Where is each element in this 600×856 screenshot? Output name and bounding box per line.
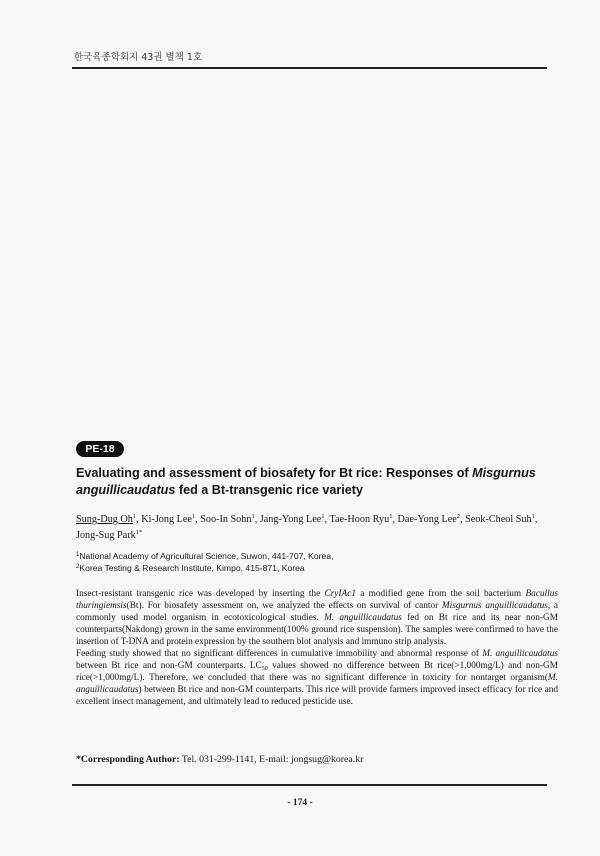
abstract-paragraph-1 — [76, 589, 558, 649]
header-rule — [72, 67, 547, 69]
author-separator: , — [195, 514, 201, 525]
author-separator: , — [324, 514, 330, 525]
affiliation-line — [76, 562, 546, 574]
author-affiliation-mark: 1 — [251, 513, 255, 520]
italic-term: CryIAc1 — [324, 589, 356, 599]
abstract-paragraph-2 — [76, 649, 558, 709]
author-separator: , — [254, 514, 260, 525]
author-name: Jong-Sug Park — [76, 530, 136, 541]
author-separator: , — [534, 514, 538, 525]
affiliation-line — [76, 550, 546, 562]
corresponding-details: Tel. 031-299-1141, E-mail: jongsug@korea.kr — [179, 754, 364, 765]
author-name: Jang-Yong Lee — [259, 514, 322, 525]
author-affiliation-mark: 1 — [132, 513, 137, 520]
title-text-after: fed a Bt-transgenic rice variety — [175, 483, 363, 497]
italic-term: M. anguillicaudatus — [324, 612, 402, 623]
affiliation-mark: 1 — [76, 552, 80, 558]
abstract-text: a modified gene from the soil bacterium — [355, 589, 526, 599]
abstract-text: Insect-resistant transgenic rice was developed by inserting the — [76, 589, 325, 599]
abstract-text: (Bt). For biosafety assessment on, we analyzed the effects on survival of cantor — [126, 600, 442, 611]
abstract-id-badge: PE-18 — [76, 441, 124, 457]
author-name: Tae-Hoon Ryu — [329, 514, 390, 525]
author-name: Dae-Yong Lee — [397, 514, 457, 525]
author-affiliation-mark: 2 — [456, 513, 461, 520]
abstract-text: values showed no difference between Bt rice(>1,000mg/L) and non-GM rice(>1,000mg/L). Therefore, we concluded that there was no significant difference in toxicity for nontarget organism( — [76, 660, 558, 683]
abstract-text: ) between Bt rice and non-GM counterparts. This rice will provide farmers improved insect efficacy for rice and excellent insect management, and ultimately lead to reduced pesticide use. — [76, 684, 558, 707]
abstract-body — [76, 589, 558, 709]
paper-title — [76, 465, 556, 499]
author-affiliation-mark: 1 — [389, 513, 393, 520]
title-species: Misgurnus anguillicaudatus — [76, 466, 536, 497]
author-name: Seok-Cheol Suh — [465, 514, 532, 525]
author-affiliation-mark: 1 — [191, 513, 196, 520]
affiliation-list — [76, 550, 546, 574]
title-text-before: Evaluating and assessment of biosafety for Bt rice: Responses of — [76, 466, 473, 480]
italic-term: Bacullus thuringiemsis — [76, 589, 558, 611]
author-list — [76, 512, 560, 544]
author-name: Soo-In Sohn — [200, 514, 252, 525]
author-affiliation-mark: 1 — [531, 513, 535, 520]
author-separator: , — [136, 514, 142, 525]
author-name: Sung-Dug Oh — [76, 514, 133, 525]
italic-term: M. anguillicaudatus — [76, 672, 558, 695]
abstract-text: fed on Bt rice and its near non-GM counterparts(Nakdong) grown in the same environment(100% ground rice suspension). The samples were confirmed to have the insertion of T-DNA and protein expression by the southern blot analysis and immuno strip analysis. — [76, 612, 559, 647]
subscript: 50 — [261, 665, 268, 672]
author-affiliation-mark: 1 — [321, 513, 325, 520]
affiliation-text: National Academy of Agricultural Science, Suwon, 441-707, Korea, — [79, 551, 334, 561]
affiliation-mark: 2 — [76, 564, 80, 570]
page-number: - 174 - — [287, 798, 313, 808]
abstract-text: a commonly used model organism in ecotoxicological studies. — [76, 600, 559, 623]
affiliation-text: Korea Testing & Research Institute, Kimpo, 415-871, Korea — [79, 563, 305, 573]
abstract-text: between Bt rice and non-GM counterparts. LC — [76, 660, 262, 671]
author-separator: , — [460, 514, 466, 525]
italic-term: M. anguillicaudatus — [482, 648, 559, 659]
italic-term: Misgurnus anguillicaudatus, — [441, 600, 551, 611]
author-name: Ki-Jong Lee — [141, 514, 192, 525]
corresponding-label: *Corresponding Author: — [76, 754, 180, 765]
author-affiliation-mark: 1* — [135, 529, 143, 536]
journal-header: 한국육종학회지 43권 별책 1호 — [74, 52, 203, 63]
corresponding-author — [76, 754, 556, 765]
footer-rule — [72, 784, 547, 786]
abstract-text: Feeding study showed that no significant differences in cumulative immobility and abnormal response of — [76, 648, 483, 659]
author-separator: , — [392, 514, 398, 525]
